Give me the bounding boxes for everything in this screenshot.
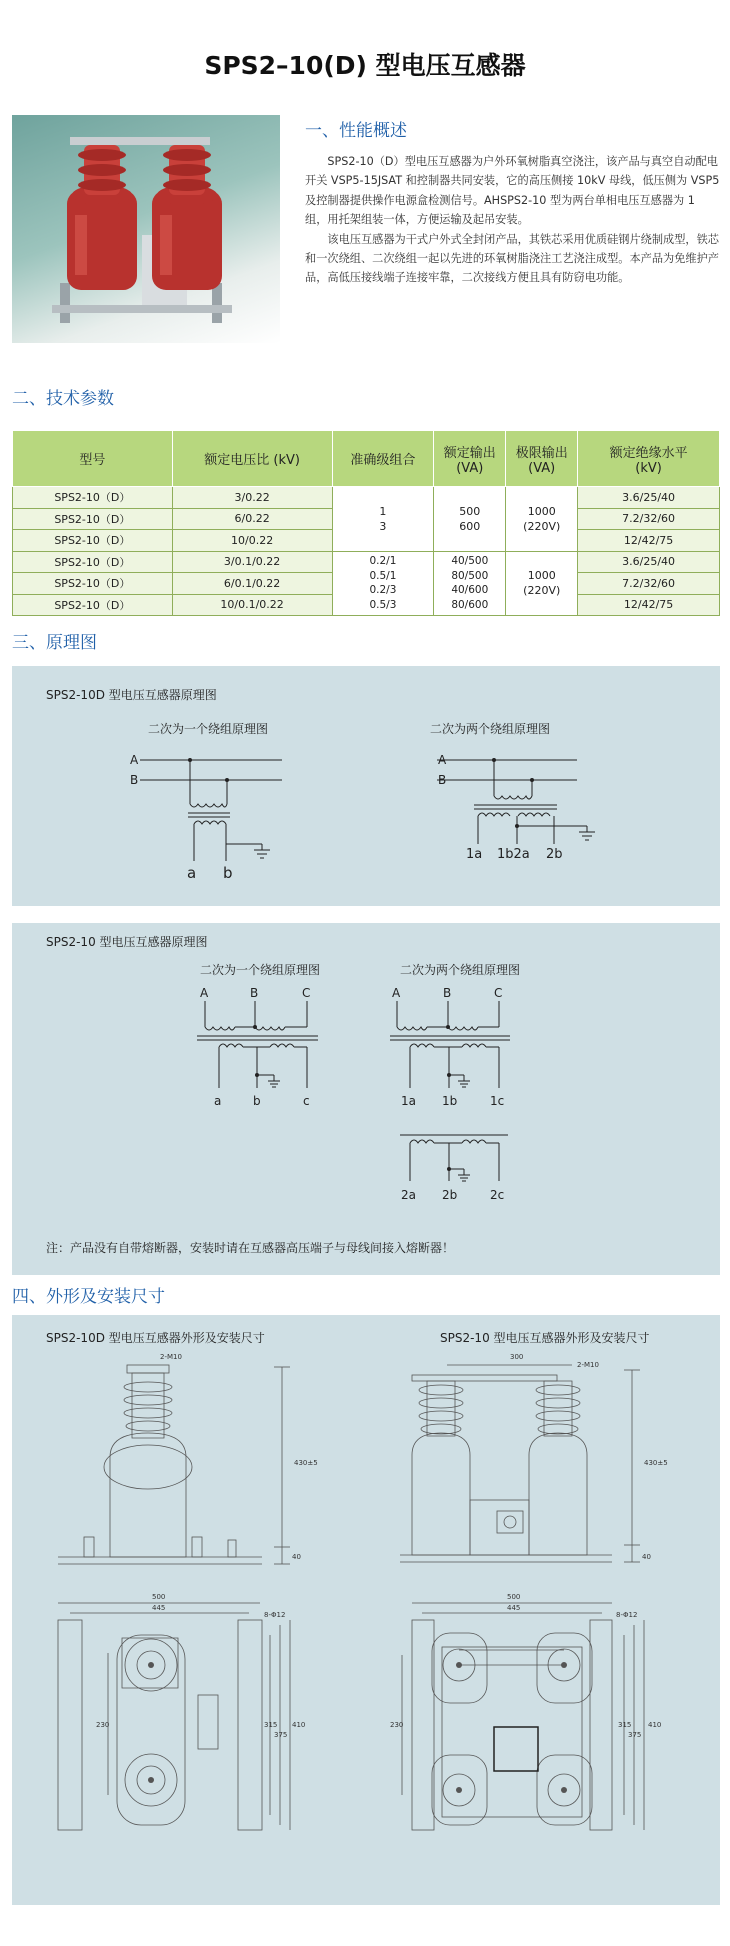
section-heading-dimensions: 四、外形及安装尺寸 — [12, 1287, 165, 1307]
terminal-label: b — [223, 864, 233, 882]
dimension-label: 445 — [152, 1604, 166, 1612]
overview-paragraph: SPS2-10（D）型电压互感器为户外环氧树脂真空浇注，该产品与真空自动配电开关 VSP5-15JSAT 和控制器共同安装，它的高压侧接 10kV 母线，低压侧为 VSP5 及控制器提供操作电源盒检测信号。AHSPS2-10 型为两台单相电压互感器为 1 组，用托架组装一体，方便运输及起吊安装。 — [305, 155, 720, 227]
column-header: 准确级组合 — [332, 431, 434, 487]
schematic-diagram — [12, 666, 720, 906]
cell-insulation: 12/42/75 — [578, 594, 720, 616]
parameters-table — [12, 430, 720, 616]
cell-insulation: 7.2/32/60 — [578, 573, 720, 595]
cell-ratio: 6/0.1/0.22 — [172, 573, 332, 595]
terminal-label: 1a — [466, 847, 483, 862]
terminal-label: C — [302, 986, 311, 1000]
terminal-label: B — [443, 986, 452, 1000]
terminal-label: 2c — [490, 1188, 505, 1202]
cell-ratio: 3/0.22 — [172, 487, 332, 509]
terminal-label: b — [253, 1094, 261, 1108]
cell-insulation: 3.6/25/40 — [578, 551, 720, 573]
schematic-subtitle: 二次为一个绕组原理图 — [148, 722, 269, 736]
transformer-illustration — [12, 115, 280, 343]
table-header-row — [13, 431, 720, 487]
dimension-label: 40 — [642, 1553, 651, 1561]
terminal-label: a — [214, 1094, 222, 1108]
cell-rated-output: 500 600 — [434, 487, 506, 552]
dimension-label: 2-M10 — [160, 1353, 182, 1361]
product-photo — [12, 115, 280, 343]
cell-insulation: 7.2/32/60 — [578, 508, 720, 530]
schematic-panel — [12, 923, 720, 1275]
overview-text — [305, 152, 720, 288]
terminal-label: B — [130, 773, 139, 787]
panel-label: SPS2-10 型电压互感器原理图 — [46, 935, 208, 949]
cell-ratio: 6/0.22 — [172, 508, 332, 530]
dimension-label: 8-Φ12 — [264, 1611, 286, 1619]
terminal-label: 1c — [490, 1094, 505, 1108]
dimension-label: 375 — [274, 1731, 288, 1739]
cell-model: SPS2-10（D） — [13, 594, 173, 616]
cell-limit-output: 1000 (220V) — [506, 551, 578, 616]
cell-insulation: 3.6/25/40 — [578, 487, 720, 509]
dimension-label: 300 — [510, 1353, 524, 1361]
column-header: 极限输出 (VA) — [506, 431, 578, 487]
overview-paragraph: 该电压互感器为干式户外式全封闭产品，其铁芯采用优质硅钢片绕制成型，铁芯和一次绕组、二次绕组一起以先进的环氧树脂浇注工艺浇注成型。本产品为免维护产品，高低压接线端子连接牢靠，二次接线方便且具有防窃电功能。 — [305, 232, 719, 285]
section-heading-overview: 一、性能概述 — [305, 121, 407, 141]
terminal-label: A — [438, 753, 447, 767]
schematic-subtitle: 二次为两个绕组原理图 — [400, 963, 521, 977]
cell-model: SPS2-10（D） — [13, 573, 173, 595]
cell-model: SPS2-10（D） — [13, 487, 173, 509]
schematic-panel-d — [12, 666, 720, 906]
cell-model: SPS2-10（D） — [13, 551, 173, 573]
table-row — [13, 551, 720, 573]
dimension-label: 430±5 — [644, 1459, 668, 1467]
schematic-subtitle: 二次为两个绕组原理图 — [430, 722, 551, 736]
section-heading-schematic: 三、原理图 — [12, 633, 97, 653]
terminal-label: B — [250, 986, 259, 1000]
page-title: SPS2–10(D) 型电压互感器 — [204, 51, 526, 80]
dimension-drawings — [12, 1315, 720, 1905]
cell-ratio: 3/0.1/0.22 — [172, 551, 332, 573]
terminal-label: 1a — [401, 1094, 416, 1108]
dimension-label: 445 — [507, 1604, 521, 1612]
dimension-label: 230 — [390, 1721, 404, 1729]
cell-ratio: 10/0.1/0.22 — [172, 594, 332, 616]
dimension-label: 410 — [648, 1721, 662, 1729]
terminal-label: 1b — [442, 1094, 458, 1108]
column-header: 型号 — [13, 431, 173, 487]
dimension-label: 8-Φ12 — [616, 1611, 638, 1619]
terminal-label: A — [130, 753, 139, 767]
terminal-label: B — [438, 773, 447, 787]
dimension-label: 315 — [264, 1721, 278, 1729]
dimensions-panel — [12, 1315, 720, 1905]
terminal-label: 1b2a — [497, 847, 530, 862]
dimension-label: 430±5 — [294, 1459, 318, 1467]
cell-ratio: 10/0.22 — [172, 530, 332, 552]
cell-limit-output: 1000 (220V) — [506, 487, 578, 552]
dimension-label: 315 — [618, 1721, 632, 1729]
terminal-label: C — [494, 986, 503, 1000]
dimension-label: 40 — [292, 1553, 301, 1561]
fuse-note: 注：产品没有自带熔断器，安装时请在互感器高压端子与母线间接入熔断器！ — [46, 1241, 455, 1255]
column-header: 额定输出 (VA) — [434, 431, 506, 487]
panel-label: SPS2-10 型电压互感器外形及安装尺寸 — [440, 1331, 650, 1345]
terminal-label: 2b — [546, 847, 563, 862]
dimension-label: 410 — [292, 1721, 306, 1729]
dimension-label: 500 — [152, 1593, 166, 1601]
panel-label: SPS2-10D 型电压互感器外形及安装尺寸 — [46, 1331, 265, 1345]
terminal-label: A — [200, 986, 209, 1000]
section-heading-params: 二、技术参数 — [12, 389, 114, 409]
column-header: 额定电压比 (kV) — [172, 431, 332, 487]
panel-label: SPS2-10D 型电压互感器原理图 — [46, 688, 217, 702]
dimension-label: 230 — [96, 1721, 110, 1729]
cell-rated-output: 40/500 80/500 40/600 80/600 — [434, 551, 506, 616]
terminal-label: 2b — [442, 1188, 458, 1202]
terminal-label: 2a — [401, 1188, 416, 1202]
dimension-label: 2-M10 — [577, 1361, 599, 1369]
cell-insulation: 12/42/75 — [578, 530, 720, 552]
schematic-diagram — [12, 923, 720, 1223]
cell-accuracy: 0.2/1 0.5/1 0.2/3 0.5/3 — [332, 551, 434, 616]
terminal-label: A — [392, 986, 401, 1000]
table-row — [13, 487, 720, 509]
dimension-label: 500 — [507, 1593, 521, 1601]
terminal-label: a — [187, 864, 197, 882]
dimension-label: 375 — [628, 1731, 642, 1739]
cell-model: SPS2-10（D） — [13, 530, 173, 552]
cell-model: SPS2-10（D） — [13, 508, 173, 530]
schematic-subtitle: 二次为一个绕组原理图 — [200, 963, 321, 977]
cell-accuracy: 1 3 — [332, 487, 434, 552]
column-header: 额定绝缘水平 (kV) — [578, 431, 720, 487]
terminal-label: c — [303, 1094, 310, 1108]
